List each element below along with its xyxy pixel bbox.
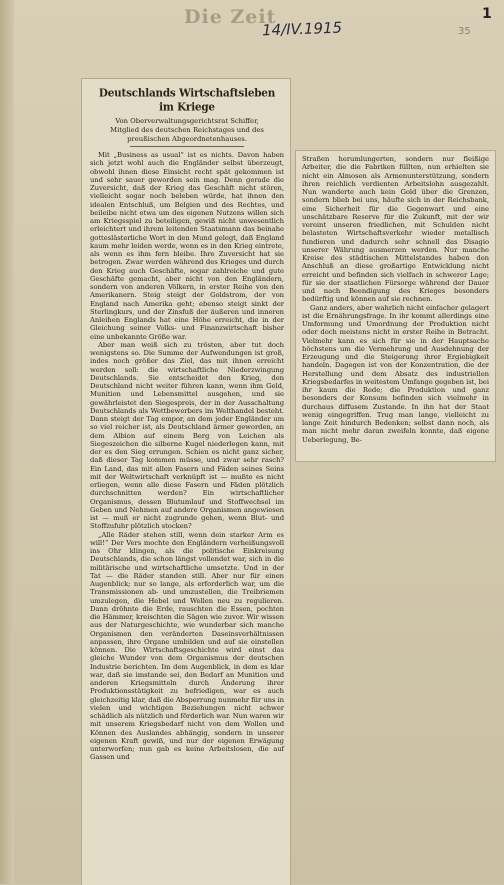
article-paragraph: Ganz anders, aber wahrlich nicht einfacher gelagert ist die Ernährungsfrage. In ihr kommt allerdings eine Umformung und Umordnung der Produktion nicht oder doch meistens nicht in erster Reihe in Betracht. Vielmehr kann es sich für sie in der Hauptsache höchstens um die Vermehrung und Ausdehnung der Erzeugung und die Steigerung ihrer Ergiebigkeit handeln. Dagegen ist von der Konzentration, die der Herstellung und dem Absatz des industriellen Kriegsbedarfes in weitestem Umfange gegeben ist, bei ihr kaum die Rede; die Produktion und ganz besonders der Konsum befinden sich vielmehr in durchaus diffusem Zustande. In ihn hat der Staat wenig eingegriffen. Trug man lange, vielleicht zu lange Zeit hindurch Bedenken; selbst dann noch, als man nicht mehr daran zweifeln konnte, daß eigene Ueberlegung, Be- (302, 303, 489, 444)
newspaper-masthead: Die Zeit (184, 6, 277, 28)
article-clipping-left (82, 79, 290, 885)
handwritten-date: 14/IV.1915 (261, 18, 343, 40)
handwritten-page-number: 1 (482, 6, 492, 22)
title-divider (130, 146, 244, 147)
article-byline-author: Von Oberverwaltungsgerichtsrat Schiffer, (115, 117, 259, 125)
article-paragraph: Straßen herumlungerten, sondern nur fleißige Arbeiter, die die Fabriken füllten, nun erhielten sie nicht ein Almosen als Armenunterstützung, sondern ihren reichlich verdienten Arbeitslohn ausgezahlt. Nun wanderte auch kein Gold über die Grenzen, sondern blieb bei uns, häufte sich in der Reichsbank, eine Sicherheit für die Gegenwart und eine unschätzbare Reserve für die Zukunft, mit der wir vereint unseren friedlichen, mit Schulden nicht belasteten Wirtschaftsverkehr wieder metallisch fundieren und dadurch sehr schnell das Disagio unserer Währung ausmerzen werden. Nur manche Kreise des städtischen Mittelstandes haben den Anschluß an diese großartige Entwicklung nicht erreicht und befinden sich vielfach in schwerer Lage; für sie der staatlichen Fürsorge während der Dauer und nach Beendigung des Krieges besonders bedürftig und können auf sie rechnen. (302, 155, 489, 304)
article-paragraph: Mit „Business as usual“ ist es nichts. Davon haben sich jetzt wohl auch die Engländer selbst überzeugt, obwohl ihnen diese Einsicht recht spät gekommen ist und sehr sauer geworden sein mag. Denn gerade die Zuversicht, daß der Krieg das Geschäft nicht stören, vielleicht sogar noch beleben würde, hat ihnen den idealen Entschluß, um Belgien und des Rechtes, und beileibe nicht etwa um des eigenen Nutzens willen sich am Kriegsspiel zu beteiligen, gewiß nicht unwesentlich erleichtert und ihrem leitenden Staatsmann das beinahe gotteslästerliche Wort in den Mund gelegt, daß England kaum mehr leiden werde, wenn es in den Krieg eintrete, als wenn es ihm fern bleibe. Ihre Zuversicht hat sie betrogen. Zwar werden während des Krieges und durch den Krieg auch Geschäfte, sogar zahlreiche und gute Geschäfte gemacht, aber nicht von den Engländern, sondern von anderen Völkern, in erster Reihe von den Amerikanern. Steig steigt der Goldstrom, der von England nach Amerika geht; ebenso steigt sinkt der Sterlingkurs, und der Zinsfuß der äußeren und inneren Anleihen Englands hat eine Höhe erreicht, die in der Gleichung seiner Volks- und Finanzwirtschaft bisher eine unbekannte Größe war. (90, 151, 284, 341)
article-body-left (90, 151, 284, 762)
article-byline-role: Mitglied des deutschen Reichstages und des preußischen Abgeordnetenhauses. (110, 126, 264, 143)
pencil-annotation: 35 (458, 26, 471, 37)
sheet-left-edge (0, 0, 14, 884)
article-paragraph: Aber man weiß sich zu trösten, aber tut doch wenigstens so. Die Summe der Aufwendungen ist groß, indes noch größer das Ziel, das mit ihnen erreicht werden soll: die wirtschaftliche Niederzwingung Deutschlands. Sie entscheidet den Krieg, den Deutschland nicht weiter führen kann, wenn ihm Geld, Munition und Lebensmittel ausgehen, und sie gewährleistet den Siegespreis, der in der Ausschaltung Deutschlands als Wettbewerbers im Welthandel besteht. Dann steigt der Tag empor, an dem jeder Engländer um so viel reicher ist, als Deutschland ärmer geworden, an dem Albion auf einem Berg von Leichen als Siegeszeichen die silberne Kugel niederlegen kann, mit der es den Sieg errungen. Schien es nicht ganz sicher, daß dieser Tag kommen müsse, und zwar sehr rasch? Ein Land, das mit allen Fasern und Fäden seines Seins mit der Weltwirtschaft verknüpft ist — mußte es nicht erliegen, wenn alle diese Fasern und Fäden plötzlich durchschnitten werden? Ein wirtschaftlicher Organismus, dessen Blutumlauf und Stoffwechsel im Geben und Nehmen auf andere Organismen angewiesen ist — muß er nicht zugrunde gehen, wenn Blut- und Stoffzufuhr plötzlich stocken? (90, 340, 284, 531)
article-title: Deutschlands Wirtschaftsleben im Kriege (98, 86, 276, 114)
article-paragraph: „Alle Räder stehen still, wenn dein starker Arm es will!“ Der Vers mochte den Engländern verheißungsvoll ins Ohr klingen, als die politische Einkreisung Deutschlands, die schon längst vollendet war, sich in die militärische und wirtschaftliche umsetzte. Und in der Tat — die Räder standen still. Aber nur für einen Augenblick; nur so lange, als erforderlich war, um die Transmissionen ab- und umzustellen, die Treibriemen umzulegen, die Hebel und Wellen neu zu regulieren. Dann dröhnte die Erde, rauschten die Essen, pochten die Hämmer, kreischten die Sägen wie zuvor. Wir wissen aus der Naturgeschichte, wie wunderbar sich manche Organismen den veränderten Daseinsverhältnissen anpassen, ihre Organe umbilden und auf sie einstellen können. Die Wirtschaftsgeschichte wird einst das gleiche Wunder von dem Organismus der deutschen Industrie berichten. Im dem Augenblick, in dem es klar war, daß sie imstande sei, den Bedarf an Munition und anderen Kriegsmitteln durch Änderung ihrer Produktionsstätigkeit zu befriedigen, war es auch gleichzeitig klar, daß die Absperrung nunmehr für uns in vielen und wichtigen Beziehungen nicht schwer schädlich als nützlich und förderlich war. Nun waren wir mit unserem Kriegsbedarf nicht von dem Wollen und Können des Auslandes abhängig, sondern in unserer eigenen Kraft gewiß, und nur der eigenen Erwägung unterworfen; nun gab es keine Arbeitslosen, die auf Gassen und (90, 530, 284, 762)
article-body-right (302, 155, 489, 444)
article-clipping-right (296, 151, 495, 461)
